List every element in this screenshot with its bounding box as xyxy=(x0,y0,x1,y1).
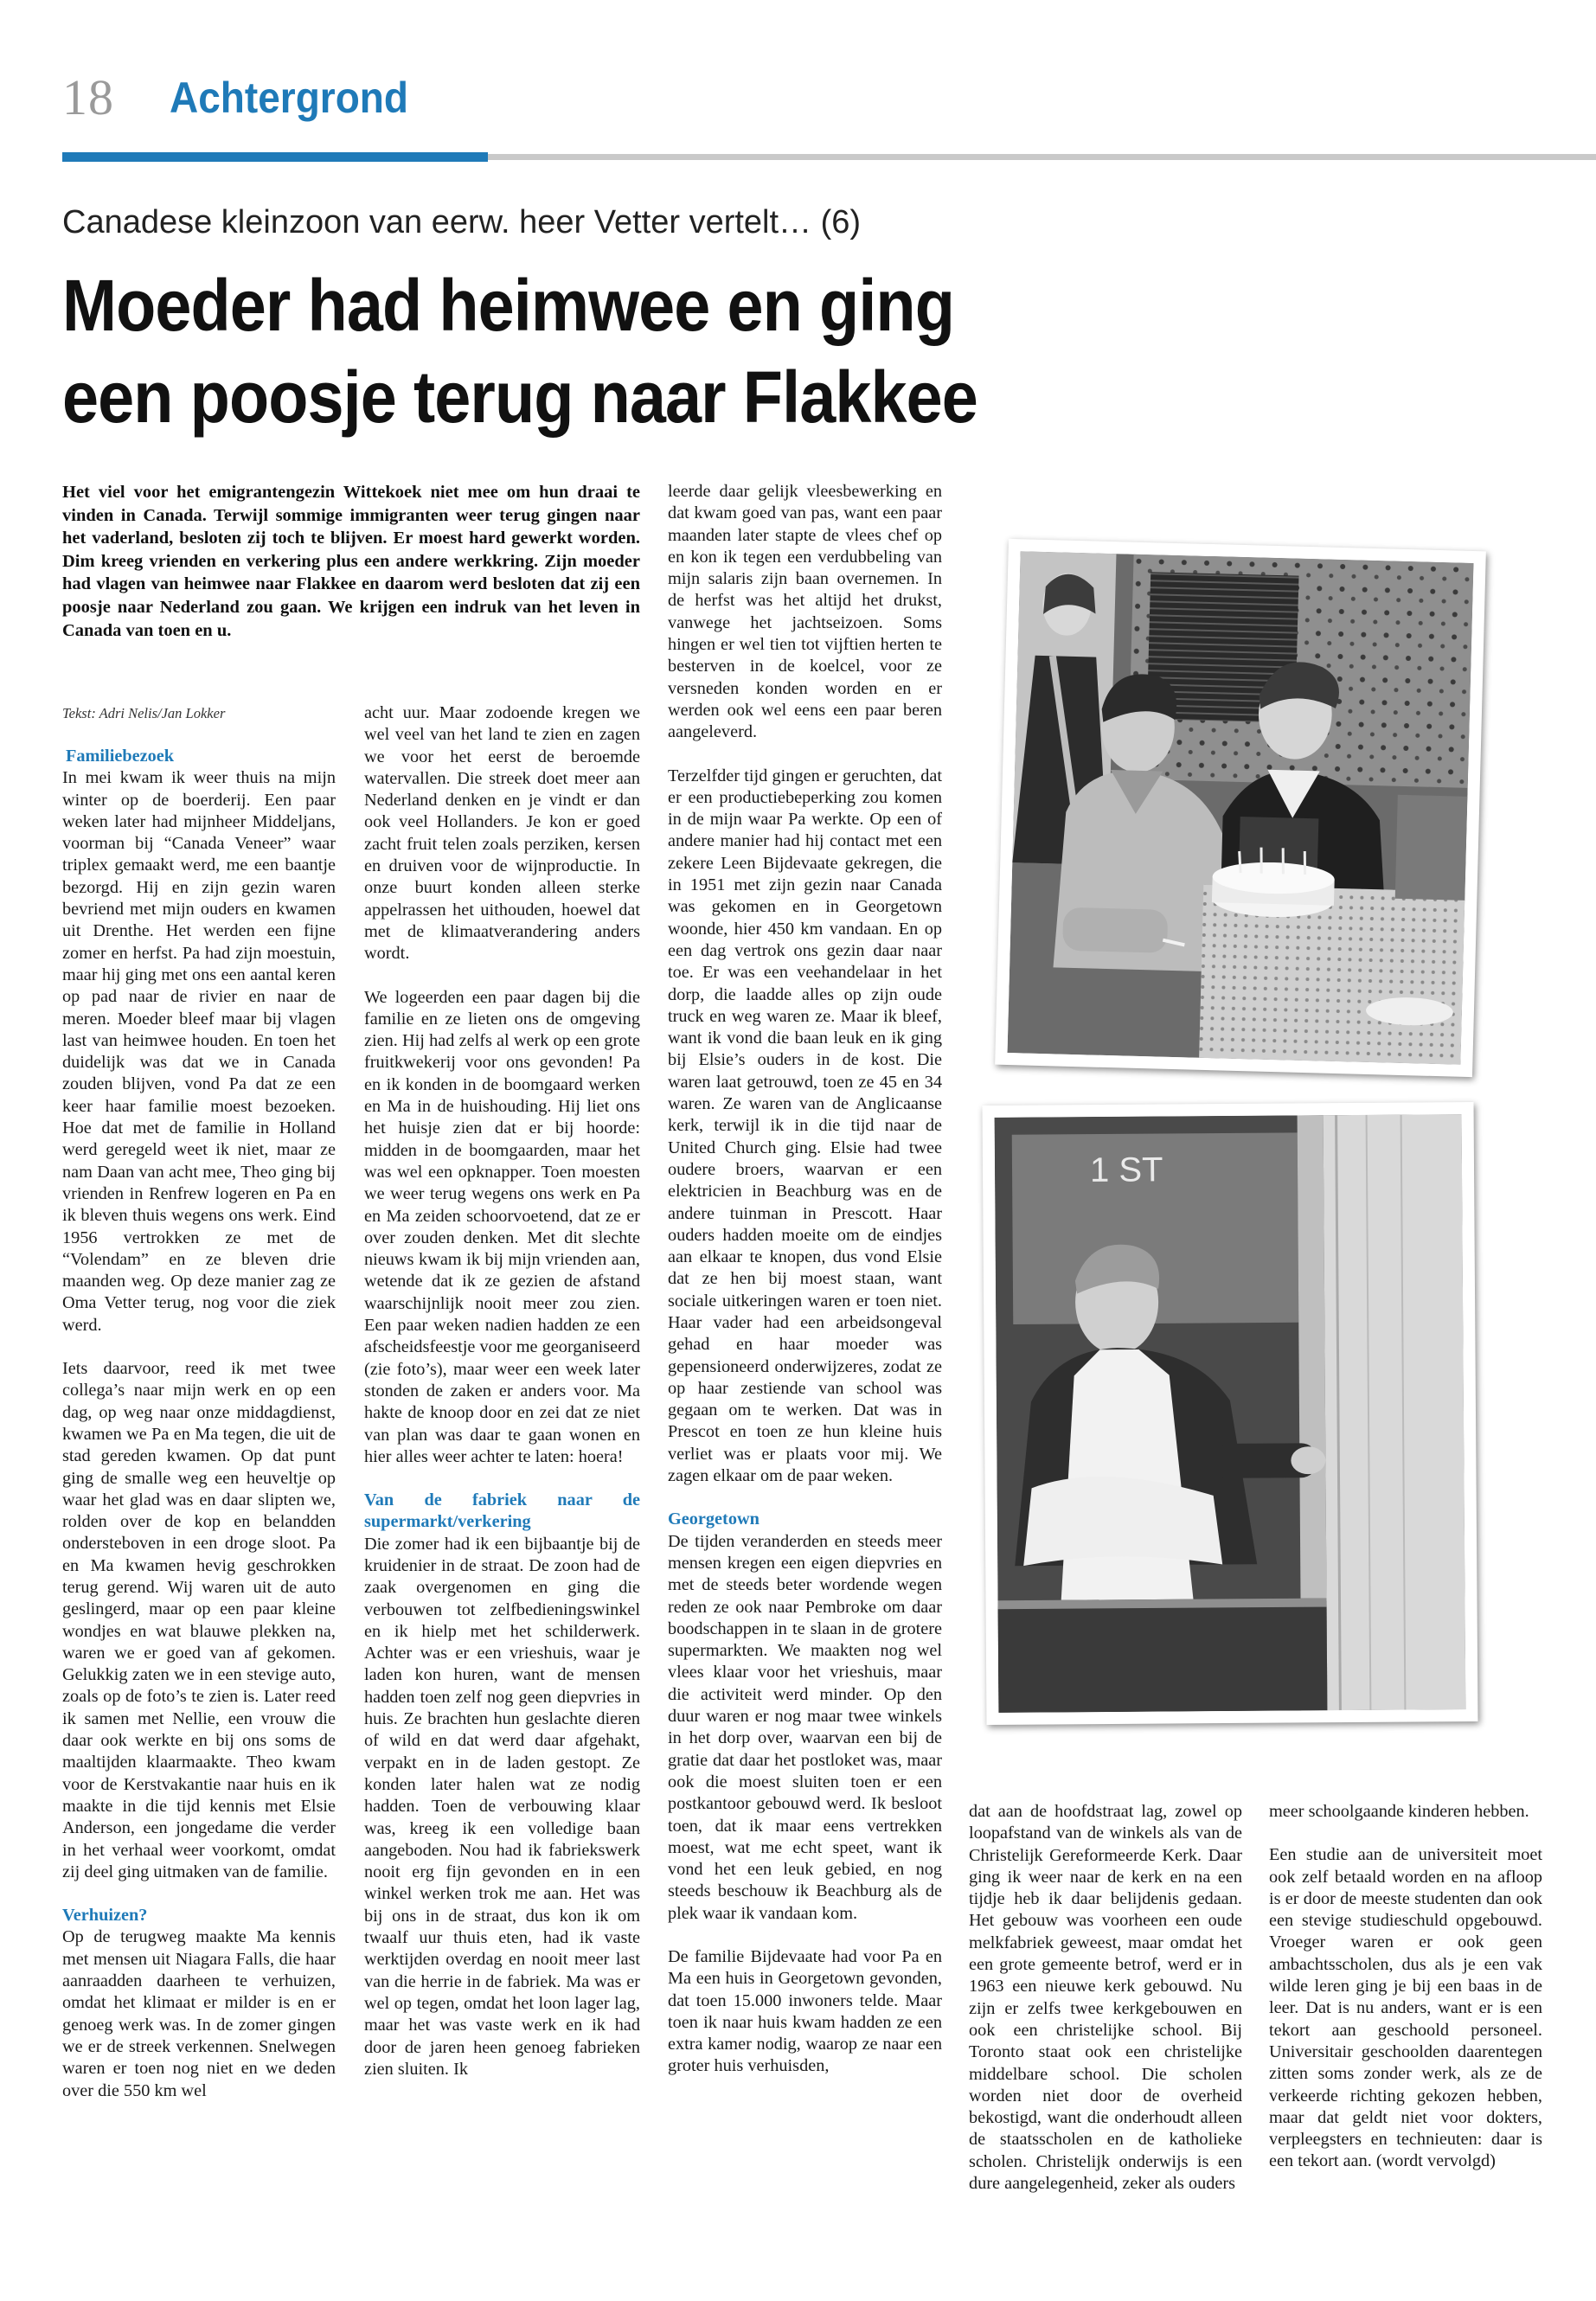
section-title: Achtergrond xyxy=(170,74,408,122)
paragraph: meer schoolgaande kinderen hebben. xyxy=(1269,1802,1529,1821)
paragraph: Iets daarvoor, reed ik met twee collega’s naar mijn werk en op een dag, op weg naar onze middagdienst, kwamen we Pa en Ma tegen, die uit de stad gereden kwamen. Op dat punt ging de smalle weg een heuveltje op waar het glad was en daar slipten we, rolden over de kop en belandden ondersteboven in een droge sloot. Pa en Ma kwamen hevig geschrokken terug gerend. Wij waren uit de auto geslingerd, maar op een paar kleine wondjes en wat blauwe plekken na, waren we er goed van af gekomen. Gelukkig zaten we in een stevige auto, zoals op de foto’s te zien is. Later reed ik samen met Nellie, een vrouw die daar ook werkte en bij ons soms de maaltijden klaarmaakte. Theo kwam voor de Kerstvakantie naar huis en ik maakte in die tijd kennis met Elsie Anderson, een jongedame die verder in het verhaal weer voorkomt, omdat zij deel ging uitmaken van de familie. xyxy=(62,1359,336,1881)
photo-butcher-shop-image xyxy=(995,1114,1466,1713)
photo2-window-sign: 1 ST xyxy=(1089,1150,1163,1189)
subheading-familiebezoek: Familiebezoek xyxy=(66,747,175,766)
kicker: Canadese kleinzoon van eerw. heer Vetter vertelt… (6) xyxy=(62,204,862,240)
paragraph: Die zomer had ik een bijbaantje bij de kruidenier in de straat. De zoon had de zaak overgenomen en ging die verbouwen tot zelfbedieningswinkel en ik hielp met het schilderwerk. Achter was er een vrieshuis, waar je laden kon huren, want de mensen hadden toen zelf nog geen diepvries in huis. Ze brachten hun geslachte dieren of wild en dat werd daar afgehakt, verpakt en in de laden gestopt. Ze konden later halen wat ze nodig hadden. Toen de verbouwing klaar was, kreeg ik een volledige baan aangeboden. Nou had ik fabriekswerk nooit erg fijn gevonden en in een winkel werken trok me aan. Het was bij ons in de straat, dus kon ik om twaalf uur thuis eten, had ik vaste werktijden overdag en nooit meer last van die herrie in de fabriek. Ma was er wel op tegen, omdat het loon lager lag, maar het was vaste werk en ik had door de jaren heen genoeg fabrieken zien sluiten. Ik xyxy=(364,1534,640,2079)
column-1 xyxy=(62,746,336,2102)
paragraph: In mei kwam ik weer thuis na mijn winter op de boerderij. Een paar weken later had mijnheer Middeljans, voorman bij “Canada Veneer” waar triplex gemaakt werd, me een baantje bezorgd. Hij en zijn gezin waren bevriend met mijn ouders en kwamen uit Drenthe. Het werden een fijne zomer en herfst. Pa had zijn moestuin, maar hij ging met ons een aantal keren op pad naar de rivier en naar de meren. Moeder bleef maar bij vlagen last van heimwee houden. En toen het duidelijk was dat we in Canada zouden blijven, vond Pa dat ze een keer haar familie moest bezoeken. Hoe dat met de familie in Holland werd geregeld weet ik niet, maar ze nam Daan van acht mee, Theo ging bij vrienden in Renfrew logeren en Pa en ik bleven thuis wegens ons werk. Eind 1956 vertrokken ze met de “Volendam” en ze bleven drie maanden weg. Op deze manier zag ze Oma Vetter terug, nog voor die ziek werd. xyxy=(62,768,336,1335)
paragraph: Terzelfder tijd gingen er geruchten, dat er een productiebeperking zou komen in de mijn waar Pa werkte. Op een of andere manier had hij contact met een zekere Leen Bijdevaate gekregen, die in 1951 met zijn gezin naar Canada was gekomen en in Georgetown woonde, hier 450 km vandaan. En op een dag vertrok ons gezin daar naar toe. Er was een veehandelaar in het dorp, die laadde alles op zijn oude truck en weg waren ze. Maar ik bleef, want ik vond die baan leuk en ik ging bij Elsie’s ouders in de kost. Die waren laat getrouwd, toen ze 45 en 34 waren. Ze waren van de Anglicaanse kerk, terwijl ik in die tijd naar de United Church ging. Elsie had twee oudere broers, waarvan er een elektricien in Beachburg was en de andere tuinman in Prescott. Haar ouders hadden moeite om de eindjes aan elkaar te knopen, dus vond Elsie dat ze hen bij moest staan, want sociale uitkeringen waren er toen niet. Haar vader had een arbeidsongeval gehad en haar moeder was gepensioneerd onderwijzeres, zodat ze op haar zestiende van school was gegaan om te werken. Dat was in Prescot en toen ze hun kleine huis verliet was er plaats voor mij. We zagen elkaar om de paar weken. xyxy=(668,766,942,1486)
headline xyxy=(62,260,1074,443)
column-5 xyxy=(1269,1801,1542,2173)
subheading-verhuizen: Verhuizen? xyxy=(62,1906,148,1926)
headline-line-1: Moeder had heimwee en ging xyxy=(62,265,954,346)
lead-paragraph: Het viel voor het emigrantengezin Wittekoek niet mee om hun draai te vinden in Canada. Terwijl sommige immigranten weer terug gingen naar het vaderland, besloten zij toch te blijven. Er moest hard gewerkt worden. Dim kreeg vrienden en verkering plus een andere werkkring. Zijn moeder had vlagen van heimwee naar Flakkee en daarom werd besloten dat zij een poosje naar Nederland zou gaan. We krijgen een indruk van het leven in Canada van toen en u. xyxy=(62,483,640,640)
paragraph: acht uur. Maar zodoende kregen we wel veel van het land te zien en zagen we voor het eerst de beroemde watervallen. Die streek doet meer aan Nederland denken en je vindt er dan ook veel Hollanders. Je kon er goed zacht fruit telen zoals perziken, kersen en druiven voor de wijnproductie. In onze buurt konden alleen sterke appelrassen het uithouden, hoewel dat met de klimaatverandering anders wordt. xyxy=(364,703,640,964)
paragraph: Een studie aan de universiteit moet ook zelf betaald worden en na afloop is er door de meeste studenten dan ook een stevige studieschuld opgebouwd. Vroeger waren er ook geen ambachtsscholen, dus als je een vak wilde leren ging je bij een baas in de leer. Dat is nu anders, want er is een tekort aan geschoold personeel. Universitair geschoolden daarentegen zitten soms zonder werk, als ze de verkeerde richting gekozen hebben, maar dat geldt niet voor dokters, verpleegsters en technieuten: daar is een tekort aan. (wordt vervolgd) xyxy=(1269,1845,1542,2171)
photo-farewell-party xyxy=(995,539,1486,1077)
column-2 xyxy=(364,702,640,2080)
page-number: 18 xyxy=(62,69,114,125)
paragraph: We logeerden een paar dagen bij die familie en ze lieten ons de omgeving zien. Hij had zelfs al werk op een grote fruitkwekerij voor ons gevonden! Pa en ik konden in de boomgaard werken en Ma in de huishouding. Hij liet ons het huisje zien dat er bij hoorde: midden in de boomgaarden, maar het was wel een opknapper. Toen moesten we weer terug wegens ons werk en Pa en Ma zeiden schoorvoetend, dat ze er over zouden denken. Met dit slechte nieuws kwam ik bij mijn vrienden aan, wetende dat ik ze gezien de afstand waarschijnlijk nooit meer zou zien. Een paar weken nadien hadden ze een afscheidsfeestje voor me georganiseerd (zie foto’s), maar weer een week later stonden de zaken er anders voor. Ma hakte de knoop door en zei dat ze niet van plan was daar te gaan wonen en hier alles weer achter te laten: hoera! xyxy=(364,987,640,1466)
author-credit: Tekst: Adri Nelis/Jan Lokker xyxy=(62,705,226,721)
subheading-fabriek: Van de fabriek naar de supermarkt/verkering xyxy=(364,1490,640,1532)
paragraph: De tijden veranderden en steeds meer mensen kregen een eigen diepvries en met de steeds beter wordende wegen reden ze ook naar Pembroke om daar boodschappen in te slaan in de grotere supermarkten. We maakten nog wel vlees klaar voor het vrieshuis, maar die activiteit werd minder. Op den duur waren er nog maar twee winkels in het dorp over, waarvan een bij de gratie dat daar het postloket was, maar ook die moest sluiten toen er een postkantoor gebouwd werd. Ik besloot toen, dat ik maar eens vertrekken moest, wat me echt speet, want ik vond het een leuk gebied, en nog steeds beschouw ik Beachburg als de plek waar ik vandaan kom. xyxy=(668,1531,942,1923)
column-3 xyxy=(668,481,942,2078)
paragraph: Op de terugweg maakte Ma kennis met mensen uit Niagara Falls, die haar aanraadden daarheen te verhuizen, omdat het klimaat er milder is en er genoeg werk was. In de zomer gingen we er de streek verkennen. Snelwegen waren er toen nog niet en we deden over die 550 km wel xyxy=(62,1927,336,2100)
photo-farewell-party-image xyxy=(1007,551,1473,1065)
column-4 xyxy=(969,1801,1242,2195)
paragraph: De familie Bijdevaate had voor Pa en Ma een huis in Georgetown gevonden, dat toen 15.000 inwoners telde. Maar toen ik naar huis kwam hadden ze een extra kamer nodig, waarop ze naar een groter huis verhuisden, xyxy=(668,1947,942,2076)
subheading-georgetown: Georgetown xyxy=(668,1509,760,1529)
paragraph: dat aan de hoofdstraat lag, zowel op loopafstand van de winkels als van de Christelijk Gereformeerde Kerk. Daar ging ik weer naar de kerk en na een tijdje heb ik daar belijdenis gedaan. Het gebouw was voorheen een oude melkfabriek geweest, maar omdat het een grote gemeente betrof, werd er in 1963 een nieuwe kerk gebouwd. Nu zijn er zelfs twee kerkgebouwen en ook een christelijke school. Bij Toronto staat ook een christelijke middelbare school. Die scholen worden niet door de overheid bekostigd, want die onderhoudt alleen de staatsscholen en de katholieke scholen. Christelijk onderwijs is een dure aangelegenheid, zeker als ouders xyxy=(969,1802,1242,2194)
headline-line-2: een poosje terug naar Flakkee xyxy=(62,356,977,438)
paragraph: leerde daar gelijk vleesbewerking en dat kwam goed van pas, want een paar maanden later stapte de vlees chef op en kon ik tegen een verdubbeling van mijn salaris zijn baan overnemen. In de herfst was het altijd het drukst, vanwege het jachtseizoen. Soms hingen er wel tien tot vijftien herten te besterven in de koelcel, voor ze versneden konden worden en er werden ook wel eens een paar beren aangeleverd. xyxy=(668,482,942,742)
header-rule-accent xyxy=(62,152,488,162)
photo-butcher-shop xyxy=(983,1102,1478,1725)
